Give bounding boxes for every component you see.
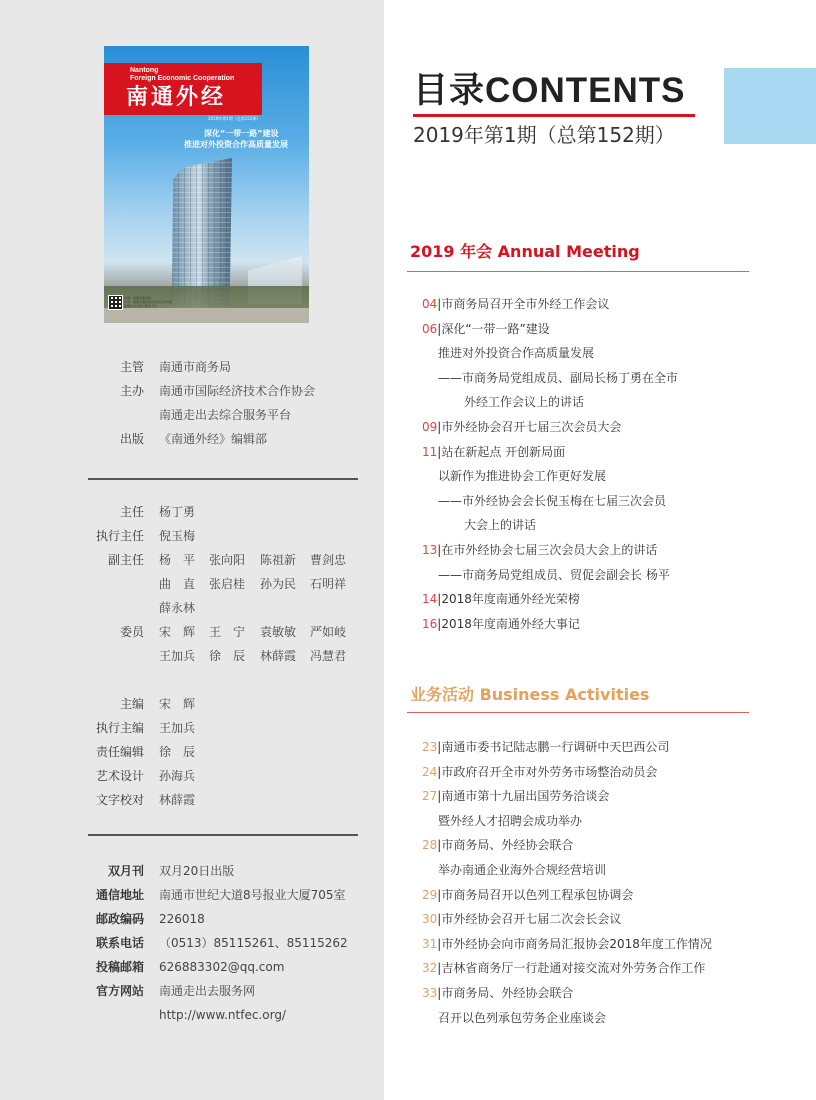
toc-entry[interactable] [422, 440, 678, 465]
issue-number: 2019年第1期（总第152期） [413, 123, 675, 147]
toc-entry[interactable] [422, 292, 678, 317]
page-number: 09 [422, 419, 438, 434]
toc-entry[interactable] [422, 833, 712, 858]
toc-entry[interactable] [422, 538, 678, 563]
contact-value: 南通走出去服务网 [159, 984, 256, 998]
publisher-value: 南通市商务局 [159, 360, 232, 374]
toc-entry[interactable] [422, 735, 712, 760]
toc-entry[interactable] [422, 612, 678, 637]
section-title-annual-meeting: 2019 年会 Annual Meeting [410, 242, 640, 261]
publisher-label: 出版 [119, 432, 144, 446]
publisher-label: 主办 [119, 384, 144, 398]
toc-entry[interactable] [422, 513, 678, 538]
contact-label: 双月刊 [107, 864, 144, 878]
deputy-name: 石明祥 [310, 577, 347, 591]
deputy-label: 副主任 [107, 553, 144, 567]
toc-entry[interactable] [422, 341, 678, 366]
editor-value: 王加兵 [159, 721, 196, 735]
committee-block [0, 500, 384, 668]
contact-value: 226018 [159, 912, 205, 926]
contact-label: 官方网站 [95, 984, 144, 998]
member-name: 徐 辰 [209, 649, 246, 663]
toc-entry[interactable] [422, 317, 678, 342]
toc-entry-title: |市外经协会召开七届三次会员大会 [437, 419, 622, 434]
member-name: 严如岐 [310, 625, 347, 639]
contact-block [0, 859, 384, 1027]
member-name: 王 宁 [209, 625, 246, 639]
annual-meeting-list [422, 292, 678, 636]
toc-entry[interactable] [422, 932, 712, 957]
publisher-value: 《南通外经》编辑部 [159, 432, 268, 446]
toc-entry-title: ——市商务局党组成员、贸促会副会长 杨平 [438, 567, 670, 582]
toc-entry-title: ——市外经协会会长倪玉梅在七届三次会员 [438, 493, 667, 508]
toc-entry[interactable] [422, 464, 678, 489]
editor-label: 责任编辑 [95, 745, 144, 759]
cover-slogan-2: 推进对外投资合作高质量发展 [184, 140, 288, 149]
contact-value: （0513）85115261、85115262 [159, 936, 348, 950]
toc-entry-title: |2018年度南通外经光荣榜 [437, 592, 580, 607]
editor-value: 林薛霞 [159, 793, 196, 807]
toc-entry[interactable] [422, 956, 712, 981]
deputy-name: 张向阳 [209, 553, 246, 567]
toc-entry-title: |2018年度南通外经大事记 [437, 616, 580, 631]
exec-director-value: 倪玉梅 [159, 529, 196, 543]
toc-entry[interactable] [422, 809, 712, 834]
section-title-business-activities: 业务活动 Business Activities [410, 685, 650, 704]
cover-cn-title: 南通外经 [126, 84, 227, 110]
road-image [104, 308, 309, 323]
editor-value: 孙海兵 [159, 769, 196, 783]
page-number: 27 [422, 789, 438, 804]
deputy-name: 张启桂 [209, 577, 246, 591]
deputy-name: 曲 直 [159, 577, 196, 591]
publisher-value: 南通走出去综合服务平台 [159, 408, 292, 422]
page-number: 32 [422, 961, 438, 976]
page-number: 06 [422, 321, 438, 336]
contact-value: 双月20日出版 [159, 864, 235, 878]
toc-entry[interactable] [422, 489, 678, 514]
editor-label: 主编 [119, 697, 144, 711]
page-number: 33 [422, 985, 438, 1000]
toc-entry[interactable] [422, 366, 678, 391]
toc-entry-title: |市商务局、外经协会联合 [437, 985, 574, 1000]
cover-issue: 2019年第1期（总第152期） [208, 116, 261, 121]
toc-entry-title: |市商务局召开全市外经工作会议 [437, 297, 610, 311]
business-activities-list [422, 735, 712, 1030]
contact-label: 通信地址 [95, 888, 144, 902]
member-name: 王加兵 [159, 649, 196, 663]
deputy-name: 孙为民 [260, 577, 297, 591]
title-underline [413, 114, 695, 117]
editor-label: 文字校对 [95, 793, 144, 807]
toc-entry[interactable] [422, 415, 678, 440]
editor-label: 艺术设计 [95, 769, 144, 783]
page-number: 30 [422, 912, 438, 927]
toc-entry-title: 大会上的讲话 [464, 518, 537, 533]
toc-entry-title: ——市商务局党组成员、副局长杨丁勇在全市 [438, 370, 679, 385]
toc-entry[interactable] [422, 883, 712, 908]
toc-entry[interactable] [422, 784, 712, 809]
accent-block [724, 68, 816, 144]
contact-label: 联系电话 [95, 936, 144, 950]
member-name: 冯慧君 [310, 649, 347, 663]
toc-entry[interactable] [422, 760, 712, 785]
email-link[interactable]: 626883302@qq.com [159, 960, 285, 974]
page-number: 23 [422, 740, 438, 754]
page-number: 31 [422, 936, 438, 951]
page-number: 28 [422, 838, 438, 853]
section-divider [407, 271, 749, 272]
page-title: 目录CONTENTS [413, 71, 686, 110]
cover-banner [104, 63, 262, 115]
page-number: 29 [422, 887, 438, 902]
toc-entry-title: |市外经协会向市商务局汇报协会2018年度工作情况 [437, 936, 712, 951]
toc-entry-title: |站在新起点 开创新局面 [437, 444, 566, 459]
deputy-name: 陈祖新 [260, 553, 297, 567]
toc-entry[interactable] [422, 981, 712, 1006]
toc-entry-title: 暨外经人才招聘会成功举办 [438, 813, 583, 828]
toc-entry[interactable] [422, 587, 678, 612]
deputy-name: 薛永林 [159, 601, 196, 615]
member-name: 宋 辉 [159, 625, 196, 639]
website-link[interactable]: http://www.ntfec.org/ [159, 1008, 286, 1022]
deputy-name: 曹剑忠 [310, 553, 347, 567]
member-name: 袁敏敏 [260, 625, 297, 639]
toc-entry-title: |市商务局、外经协会联合 [437, 838, 574, 853]
section-divider [407, 712, 749, 713]
toc-entry[interactable] [422, 563, 678, 588]
qr-code-icon [108, 295, 123, 310]
page-number: 13 [422, 542, 438, 557]
toc-entry[interactable] [422, 907, 712, 932]
contact-label: 邮政编码 [95, 912, 144, 926]
page-number: 14 [422, 592, 438, 607]
toc-entry-title: |南通市第十九届出国劳务洽谈会 [437, 789, 610, 804]
cover-footer: 主管：南通市商务局 主办：南通市国际经济技术合作协会 南通走出去综合服务平台 [124, 296, 173, 308]
deputy-name: 杨 平 [159, 553, 196, 567]
page-number: 24 [422, 764, 438, 779]
member-name: 林薛霞 [260, 649, 297, 663]
divider [88, 834, 358, 836]
contact-value: 南通市世纪大道8号报业大厦705室 [159, 888, 346, 902]
publisher-value: 南通市国际经济技术合作协会 [159, 384, 316, 398]
page-number: 04 [422, 297, 438, 311]
toc-entry-title: |吉林省商务厅一行赴通对接交流对外劳务合作工作 [437, 961, 706, 976]
toc-entry-title: |市外经协会召开七届二次会长会议 [437, 912, 622, 927]
toc-entry-title: 举办南通企业海外合规经营培训 [438, 862, 607, 877]
editors-block [0, 692, 384, 812]
toc-entry-title: 推进对外投资合作高质量发展 [438, 346, 595, 361]
toc-entry[interactable] [422, 390, 678, 415]
divider [88, 478, 358, 480]
exec-director-label: 执行主任 [95, 529, 144, 543]
toc-entry[interactable] [422, 858, 712, 883]
cover-en-title: Nantong Foreign Economic Cooperation [130, 67, 235, 82]
toc-entry-title: 召开以色列承包劳务企业座谈会 [438, 1010, 607, 1025]
toc-entry-title: 外经工作会议上的讲话 [464, 395, 585, 410]
publisher-label: 主管 [119, 360, 144, 374]
page-number: 16 [422, 616, 438, 631]
toc-entry-title: |市商务局召开以色列工程承包协调会 [437, 887, 634, 902]
members-label: 委员 [119, 625, 144, 639]
director-label: 主任 [119, 505, 144, 519]
toc-entry-title: |南通市委书记陆志鹏一行调研中天巴西公司 [437, 740, 670, 754]
contact-label: 投稿邮箱 [95, 960, 144, 974]
toc-entry-title: |深化“一带一路”建设 [437, 321, 550, 336]
magazine-cover [104, 46, 309, 323]
publisher-block [0, 355, 384, 451]
toc-entry-title: |在市外经协会七届三次会员大会上的讲话 [437, 542, 658, 557]
cover-slogan-1: 深化“一带一路”建设 [204, 129, 279, 138]
toc-entry-title: |市政府召开全市对外劳务市场整治动员会 [437, 764, 658, 779]
page-number: 11 [422, 444, 438, 459]
editor-value: 徐 辰 [159, 745, 196, 759]
editor-value: 宋 辉 [159, 697, 196, 711]
toc-entry-title: 以新作为推进协会工作更好发展 [438, 469, 607, 484]
toc-entry[interactable] [422, 1006, 712, 1031]
director-value: 杨丁勇 [159, 505, 196, 519]
editor-label: 执行主编 [95, 721, 144, 735]
